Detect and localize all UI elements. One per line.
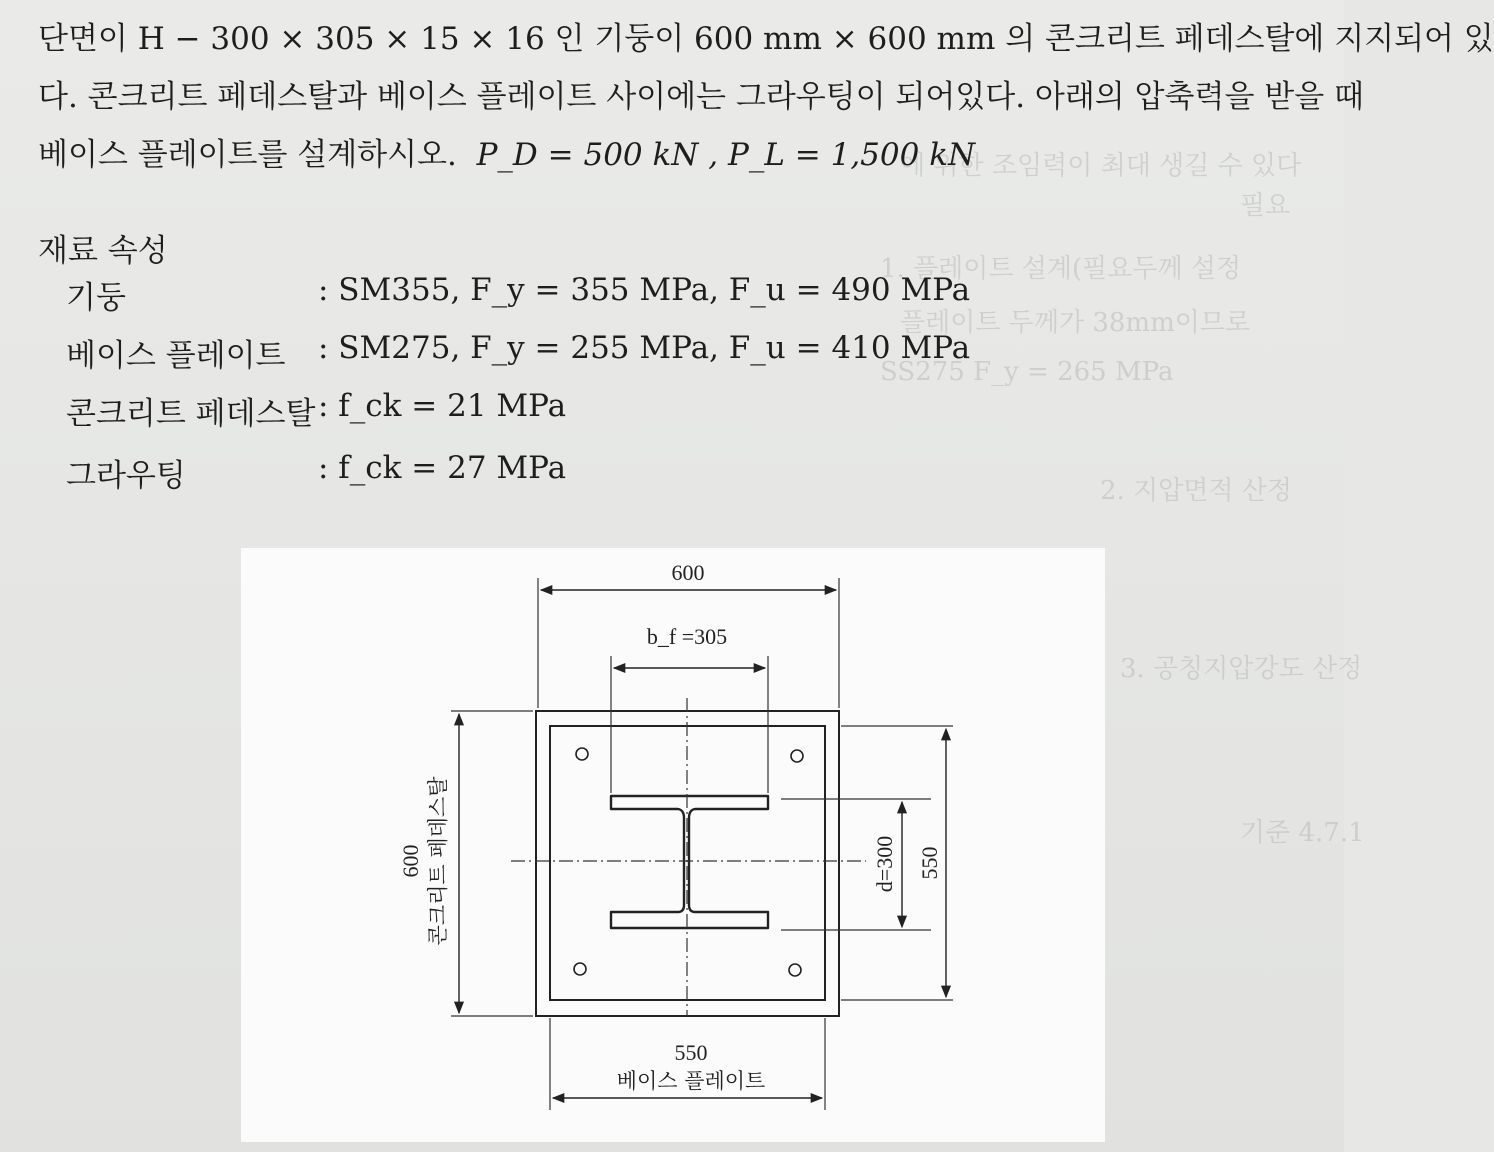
material-name: 기둥 [66,280,126,316]
anchor-bolt-icon [791,750,803,762]
material-value: : SM275, F_y = 255 MPa, F_u = 410 MPa [318,330,971,366]
material-value: : f_ck = 21 MPa [318,388,567,424]
material-value: : SM355, F_y = 355 MPa, F_u = 490 MPa [318,272,971,308]
problem-line [38,126,1338,184]
bleed-text: 필요 [1240,191,1291,221]
material-name: 그라우팅 [66,458,186,494]
anchor-bolt-icon [574,963,586,975]
base-plate-figure [241,548,1105,1142]
h-section-column [611,796,768,928]
problem-statement [38,10,1494,184]
problem-line: 단면이 H − 300 × 305 × 15 × 16 인 기둥이 600 mm × 600 mm 의 콘크리트 페데스탈에 지지되어 있 [38,21,1494,57]
bleed-text: 2. 지압면적 산정 [1100,476,1293,506]
dim-depth-label: d=300 [872,835,897,893]
bleed-text: 기준 4.7.1 [1240,818,1365,848]
material-name: 콘크리트 페데스탈 [66,396,316,432]
dim-left-label: 600 [398,844,423,878]
bleed-text: 에 위한 조임력이 최대 생길 수 있다 [900,151,1302,181]
problem-line: 다. 콘크리트 페데스탈과 베이스 플레이트 사이에는 그라우팅이 되어있다. 아래의 압축력을 받을 때 [38,79,1364,115]
dim-bottom-label: 550 [674,1040,708,1065]
anchor-bolt-icon [576,748,588,760]
bleed-text: 1. 플레이트 설계(필요두께 설정 [880,254,1242,284]
bleed-text: 3. 공칭지압강도 산정 [1120,654,1363,684]
materials-title: 재료 속성 [38,233,168,269]
bleed-text: SS275 F_y = 265 MPa [880,357,1174,387]
dim-top-label: 600 [671,560,705,585]
bleed-text: 플레이트 두께가 38mm이므로 [900,308,1251,338]
material-value: : f_ck = 27 MPa [318,450,567,486]
anchor-bolt-icon [789,964,801,976]
pedestal-label: 콘크리트 페데스탈 [426,776,450,946]
material-name: 베이스 플레이트 [66,338,286,374]
dim-right-label: 550 [917,846,942,880]
base-plate-drawing [241,548,1105,1142]
load-equation: P_D = 500 kN , P_L = 1,500 kN [476,137,976,173]
problem-line-text: 베이스 플레이트를 설계하시오. [38,137,457,173]
base-plate-label: 베이스 플레이트 [616,1069,766,1093]
dim-flange-label: b_f =305 [646,624,728,649]
